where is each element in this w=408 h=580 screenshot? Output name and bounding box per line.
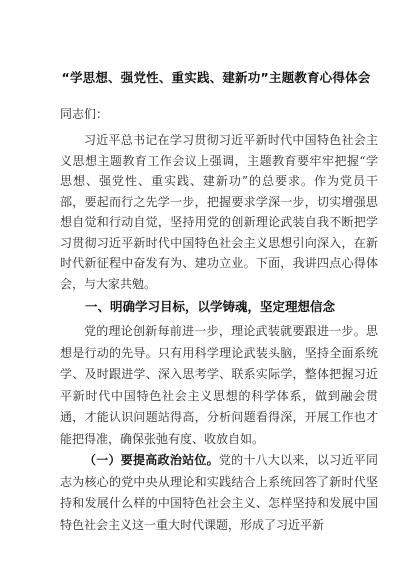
section-heading-1: 一、明确学习目标，以学铸魂，坚定理想信念 (85, 299, 336, 314)
document-title: “学思想、强党性、重实践、建新功”主题教育心得体会 (61, 70, 371, 85)
section-1-paragraph: 党的理论创新每前进一步，理论武装就要跟进一步。思想是行动的先导。只有用科学理论武装头脑，坚持全面系统学、及时跟进学、深入思考学、联系实际学，整体把握习近平新时代中国特色社会主义思想的科学体系，做到融会贯通，才能认识问题站得高，分析问题看得深，开展工作也才能把得准，确保张弛有度、收放自如。 (60, 324, 378, 446)
subsection-1-lead: （一）要提高政治站位。 (84, 453, 219, 467)
intro-paragraph: 习近平总书记在学习贯彻习近平新时代中国特色社会主义思想主题教育工作会议上强调，主题教育要牢牢把握“学思想、强党性、重实践、建新功”的总要求。作为党员干部，要起而行之先学一步，把握要求学深一步，切实增强思想自觉和行动自觉，坚持用党的创新理论武装自我不断把学习贯彻习近平新时代中国特色社会主义思想引向深入，在新时代新征程中奋发有为、建功立业。下面，我讲四点心得体会，与大家共勉。 (60, 133, 378, 291)
subsection-1-body: 党的十八大以来，以习近平同志为核心的党中央从理论和实践结合上系统回答了新时代坚持和发展什么样的中国特色社会主义、怎样坚持和发展中国特色社会主义这一重大时代课题，形成了习近平新 (60, 453, 378, 532)
subsection-1-paragraph (60, 450, 378, 536)
salutation: 同志们： (60, 107, 109, 121)
